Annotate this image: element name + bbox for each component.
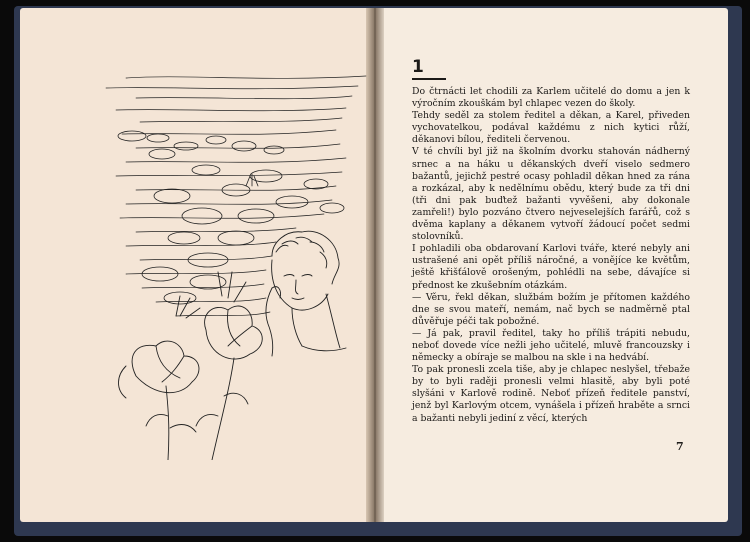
page-number: 7 [676,440,684,453]
paragraph: Do čtrnácti let chodili za Karlem učitelé do domu a jen k výročním zkouškám byl chlapec vezen do školy. [412,86,690,110]
paragraph: I pohladili oba obdarovaní Karlovi tváře, které nebyly ani ustrašené ani opět příliš náročné, a vonějíce ke květům, ještě křišťálově orošeným, pohlédli na sebe, dávajíce si přednost ke zkušebním otázkám. [412,243,690,291]
paragraph: — Věru, řekl děkan, službám božím je přítomen každého dne se svou mateří, nemám, nač bych se nadměrně ptal důvěřuje péči tak pobožné. [412,291,690,327]
chapter-number: 1 [412,57,424,77]
paragraph: V té chvíli byl již na školním dvorku stahován nádherný srnec a na háku u děkanských dveří viselo sedmero bažantů, jejichž pestré ocasy pohladil děkan hned za rána a rozkázal, aby k nedělnímu obědu, který bude za tři dni (tři dni pak buďtež bažanti vyvěšeni, aby dokonale zamřeli!) bylo pozváno čtvero nejveselejších farářů, což s dvěma kaplany a děkanem vytvoří žádoucí počet sedmi stolovníků. [412,146,690,243]
woman-with-lilies-illustration [96,66,380,460]
paragraph: Tehdy seděl za stolem ředitel a děkan, a Karel, přiveden vychovatelkou, podával každému z nich kytici růží, děkanovi bílou, řediteli červenou. [412,110,690,146]
chapter-text [412,58,690,425]
paragraph: To pak pronesli zcela tiše, aby je chlapec neslyšel, třebaže by to byli raději pronesli velmi hlasitě, aby byli poté slyšáni v Karlově rodině. Neboť přízeň ředitele panství, jenž byl Karlovým otcem, vynášela i přízeň hraběte a srnci a bažanti nebyli jediní z věcí, kterých [412,364,690,424]
chapter-rule [412,78,446,80]
woman-portrait [266,231,346,356]
paragraph: — Já pak, pravil ředitel, taky ho příliš trápiti nebudu, neboť dovede více nežli jeho učitelé, mluvě francouzsky i německy a obíraje se malbou na skle i na hedvábí. [412,327,690,364]
lily-flowers [119,272,263,460]
